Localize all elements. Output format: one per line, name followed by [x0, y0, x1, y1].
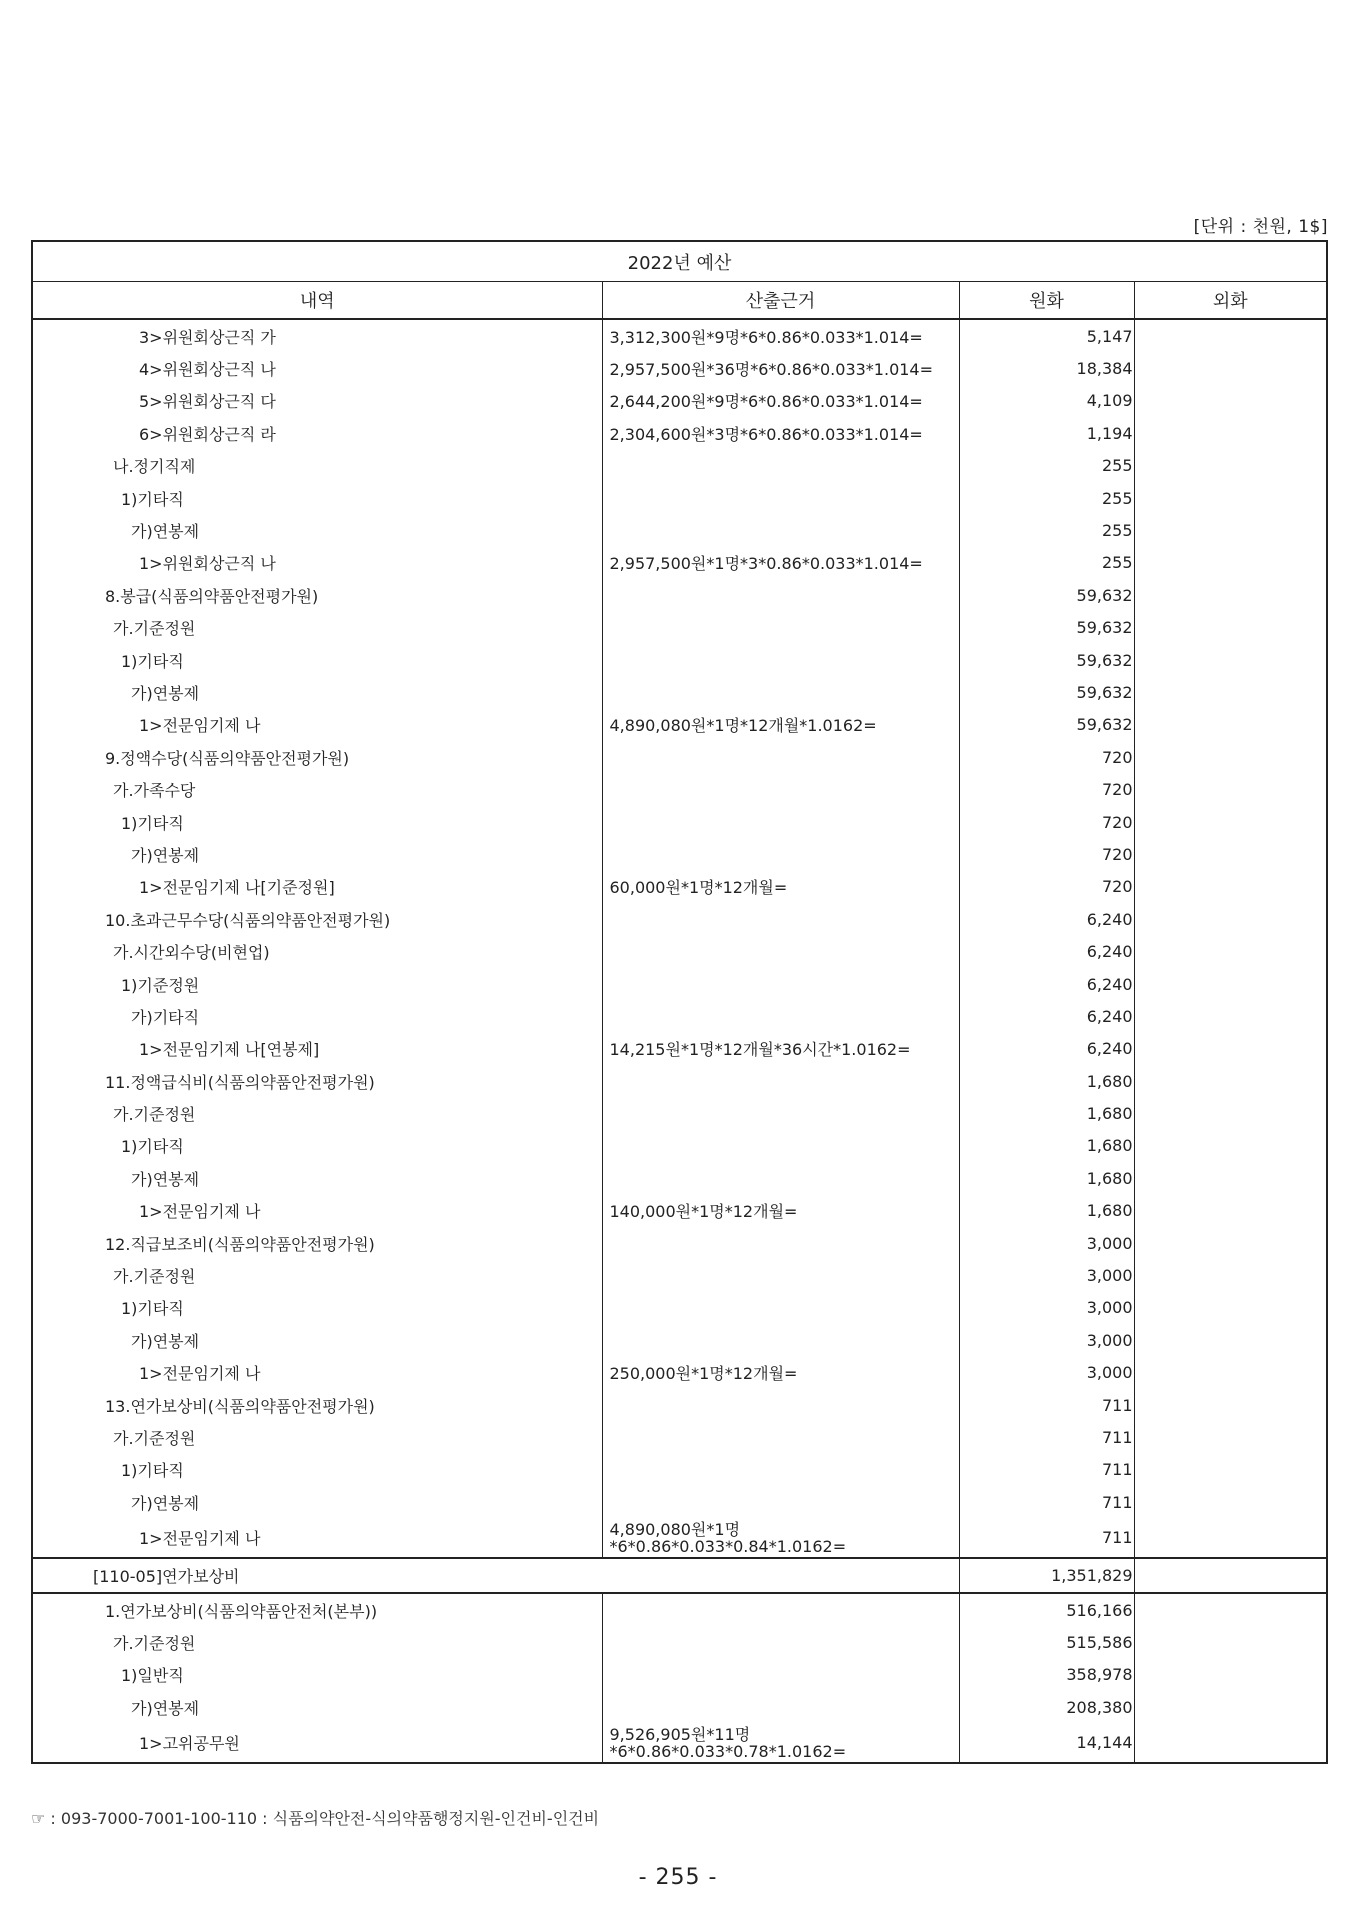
row-basis: 60,000원*1명*12개월=	[602, 871, 959, 903]
row-item: 가)연봉제	[32, 838, 602, 870]
row-krw: 720	[959, 871, 1134, 903]
row-krw: 3,000	[959, 1292, 1134, 1324]
row-krw: 1,680	[959, 1130, 1134, 1162]
table-row	[32, 547, 1327, 579]
row-foreign	[1134, 514, 1327, 546]
row-basis	[602, 1691, 959, 1723]
row-basis	[602, 1421, 959, 1453]
row-item: 8.봉급(식품의약품안전평가원)	[32, 579, 602, 611]
row-foreign	[1134, 579, 1327, 611]
row-krw: 720	[959, 741, 1134, 773]
row-basis: 4,890,080원*1명*12개월*1.0162=	[602, 709, 959, 741]
row-item: 6>위원회상근직 라	[32, 417, 602, 449]
table-row	[32, 514, 1327, 546]
row-item: [110-05]연가보상비	[32, 1558, 959, 1592]
row-item: 1>전문임기제 나[연봉제]	[32, 1033, 602, 1065]
row-foreign	[1134, 1593, 1327, 1626]
row-krw: 1,194	[959, 417, 1134, 449]
row-krw: 1,351,829	[959, 1558, 1134, 1592]
row-basis	[602, 838, 959, 870]
row-basis	[602, 1324, 959, 1356]
row-item: 11.정액급식비(식품의약품안전평가원)	[32, 1065, 602, 1097]
row-foreign	[1134, 968, 1327, 1000]
row-item: 1)기타직	[32, 644, 602, 676]
row-krw: 711	[959, 1389, 1134, 1421]
row-foreign	[1134, 1259, 1327, 1291]
row-item: 가)기타직	[32, 1000, 602, 1032]
row-foreign	[1134, 1691, 1327, 1723]
row-basis	[602, 903, 959, 935]
row-krw: 720	[959, 773, 1134, 805]
row-foreign	[1134, 871, 1327, 903]
row-basis	[602, 450, 959, 482]
row-item: 가)연봉제	[32, 676, 602, 708]
row-foreign	[1134, 1324, 1327, 1356]
table-row	[32, 741, 1327, 773]
row-basis	[602, 935, 959, 967]
row-foreign	[1134, 1558, 1327, 1592]
table-row	[32, 417, 1327, 449]
table-row	[32, 1389, 1327, 1421]
row-basis	[602, 1292, 959, 1324]
row-foreign	[1134, 482, 1327, 514]
row-item: 가.기준정원	[32, 1626, 602, 1658]
row-basis: 4,890,080원*1명*6*0.86*0.033*0.84*1.0162=	[602, 1518, 959, 1558]
row-krw: 6,240	[959, 935, 1134, 967]
row-basis: 140,000원*1명*12개월=	[602, 1195, 959, 1227]
row-item: 가.시간외수당(비현업)	[32, 935, 602, 967]
row-basis	[602, 1065, 959, 1097]
table-row	[32, 450, 1327, 482]
row-item: 1)기타직	[32, 806, 602, 838]
row-basis	[602, 1000, 959, 1032]
row-basis	[602, 1486, 959, 1518]
row-item: 가)연봉제	[32, 1691, 602, 1723]
row-basis	[602, 968, 959, 1000]
row-krw: 358,978	[959, 1659, 1134, 1691]
row-krw: 3,000	[959, 1259, 1134, 1291]
row-basis	[602, 1130, 959, 1162]
row-krw: 516,166	[959, 1593, 1134, 1626]
row-foreign	[1134, 1033, 1327, 1065]
row-basis	[602, 1162, 959, 1194]
row-basis: 2,957,500원*1명*3*0.86*0.033*1.014=	[602, 547, 959, 579]
row-item: 3>위원회상근직 가	[32, 319, 602, 352]
table-row	[32, 319, 1327, 352]
row-krw: 18,384	[959, 352, 1134, 384]
row-krw: 59,632	[959, 644, 1134, 676]
row-item: 가.기준정원	[32, 612, 602, 644]
row-item: 10.초과근무수당(식품의약품안전평가원)	[32, 903, 602, 935]
table-row	[32, 1195, 1327, 1227]
row-basis	[602, 514, 959, 546]
row-foreign	[1134, 1292, 1327, 1324]
row-item: 1>고위공무원	[32, 1723, 602, 1763]
row-foreign	[1134, 935, 1327, 967]
row-item: 1)일반직	[32, 1659, 602, 1691]
row-item: 9.정액수당(식품의약품안전평가원)	[32, 741, 602, 773]
row-krw: 1,680	[959, 1065, 1134, 1097]
row-krw: 711	[959, 1454, 1134, 1486]
row-krw: 6,240	[959, 1033, 1134, 1065]
row-item: 1>전문임기제 나	[32, 1518, 602, 1558]
table-row	[32, 1558, 1327, 1592]
row-foreign	[1134, 644, 1327, 676]
table-row	[32, 1227, 1327, 1259]
table-row	[32, 806, 1327, 838]
row-foreign	[1134, 319, 1327, 352]
row-basis: 2,304,600원*3명*6*0.86*0.033*1.014=	[602, 417, 959, 449]
table-row	[32, 1723, 1327, 1763]
header-item: 내역	[32, 282, 602, 320]
row-foreign	[1134, 1421, 1327, 1453]
row-foreign	[1134, 352, 1327, 384]
row-krw: 720	[959, 838, 1134, 870]
row-krw: 14,144	[959, 1723, 1134, 1763]
table-row	[32, 1593, 1327, 1626]
row-foreign	[1134, 709, 1327, 741]
row-basis	[602, 1626, 959, 1658]
row-krw: 5,147	[959, 319, 1134, 352]
table-row	[32, 1259, 1327, 1291]
row-foreign	[1134, 417, 1327, 449]
row-item: 1>전문임기제 나	[32, 709, 602, 741]
row-item: 12.직급보조비(식품의약품안전평가원)	[32, 1227, 602, 1259]
row-basis	[602, 1389, 959, 1421]
table-row	[32, 968, 1327, 1000]
row-item: 1>전문임기제 나	[32, 1195, 602, 1227]
table-row	[32, 709, 1327, 741]
table-row	[32, 903, 1327, 935]
table-row	[32, 1000, 1327, 1032]
row-foreign	[1134, 1097, 1327, 1129]
row-krw: 59,632	[959, 612, 1134, 644]
row-item: 13.연가보상비(식품의약품안전평가원)	[32, 1389, 602, 1421]
header-foreign: 외화	[1134, 282, 1327, 320]
table-row	[32, 1324, 1327, 1356]
table-row	[32, 579, 1327, 611]
table-row	[32, 1065, 1327, 1097]
page-number: - 255 -	[638, 1865, 718, 1890]
row-basis	[602, 1097, 959, 1129]
row-foreign	[1134, 385, 1327, 417]
row-item: 1)기타직	[32, 1454, 602, 1486]
row-basis: 2,957,500원*36명*6*0.86*0.033*1.014=	[602, 352, 959, 384]
table-body	[32, 319, 1327, 1763]
row-basis: 2,644,200원*9명*6*0.86*0.033*1.014=	[602, 385, 959, 417]
row-foreign	[1134, 806, 1327, 838]
row-krw: 255	[959, 514, 1134, 546]
row-krw: 208,380	[959, 1691, 1134, 1723]
row-foreign	[1134, 1065, 1327, 1097]
row-item: 가)연봉제	[32, 1162, 602, 1194]
row-foreign	[1134, 1389, 1327, 1421]
row-item: 나.정기직제	[32, 450, 602, 482]
row-item: 1)기타직	[32, 482, 602, 514]
row-krw: 711	[959, 1486, 1134, 1518]
table-row	[32, 838, 1327, 870]
table-row	[32, 1097, 1327, 1129]
row-foreign	[1134, 1130, 1327, 1162]
row-foreign	[1134, 1357, 1327, 1389]
row-foreign	[1134, 1454, 1327, 1486]
row-item: 4>위원회상근직 나	[32, 352, 602, 384]
row-basis	[602, 482, 959, 514]
row-item: 1)기타직	[32, 1130, 602, 1162]
table-row	[32, 1691, 1327, 1723]
row-krw: 3,000	[959, 1324, 1134, 1356]
row-basis	[602, 676, 959, 708]
table-row	[32, 482, 1327, 514]
header-basis: 산출근거	[602, 282, 959, 320]
row-krw: 1,680	[959, 1195, 1134, 1227]
row-basis	[602, 612, 959, 644]
row-foreign	[1134, 1227, 1327, 1259]
row-item: 가.기준정원	[32, 1421, 602, 1453]
row-foreign	[1134, 1659, 1327, 1691]
row-krw: 59,632	[959, 579, 1134, 611]
table-row	[32, 773, 1327, 805]
row-krw: 6,240	[959, 1000, 1134, 1032]
table-row	[32, 1162, 1327, 1194]
table-row	[32, 1454, 1327, 1486]
table-row	[32, 1421, 1327, 1453]
row-basis	[602, 741, 959, 773]
table-row	[32, 676, 1327, 708]
row-basis	[602, 773, 959, 805]
row-krw: 4,109	[959, 385, 1134, 417]
table-row	[32, 871, 1327, 903]
row-foreign	[1134, 676, 1327, 708]
table-row	[32, 1357, 1327, 1389]
row-item: 1)기준정원	[32, 968, 602, 1000]
row-item: 가.기준정원	[32, 1259, 602, 1291]
budget-table	[31, 240, 1328, 1764]
table-row	[32, 1292, 1327, 1324]
header-krw: 원화	[959, 282, 1134, 320]
row-item: 가)연봉제	[32, 514, 602, 546]
row-krw: 711	[959, 1518, 1134, 1558]
row-krw: 720	[959, 806, 1134, 838]
table-row	[32, 644, 1327, 676]
footnote: ☞ : 093-7000-7001-100-110 : 식품의약안전-식의약품행정지원-인건비-인건비	[31, 1809, 600, 1828]
row-item: 가)연봉제	[32, 1324, 602, 1356]
table-row	[32, 1659, 1327, 1691]
row-foreign	[1134, 612, 1327, 644]
row-foreign	[1134, 1626, 1327, 1658]
row-item: 5>위원회상근직 다	[32, 385, 602, 417]
row-foreign	[1134, 1000, 1327, 1032]
row-krw: 255	[959, 482, 1134, 514]
row-foreign	[1134, 1723, 1327, 1763]
row-foreign	[1134, 1518, 1327, 1558]
row-basis: 9,526,905원*11명*6*0.86*0.033*0.78*1.0162=	[602, 1723, 959, 1763]
row-item: 가.가족수당	[32, 773, 602, 805]
row-foreign	[1134, 741, 1327, 773]
row-krw: 1,680	[959, 1162, 1134, 1194]
row-foreign	[1134, 773, 1327, 805]
row-foreign	[1134, 1195, 1327, 1227]
table-row	[32, 352, 1327, 384]
row-item: 1>위원회상근직 나	[32, 547, 602, 579]
row-basis	[602, 1259, 959, 1291]
row-foreign	[1134, 903, 1327, 935]
row-basis: 3,312,300원*9명*6*0.86*0.033*1.014=	[602, 319, 959, 352]
table-row	[32, 385, 1327, 417]
table-row	[32, 612, 1327, 644]
row-basis	[602, 1227, 959, 1259]
unit-label: [단위 : 천원, 1$]	[1193, 217, 1328, 237]
row-item: 가.기준정원	[32, 1097, 602, 1129]
table-row	[32, 1626, 1327, 1658]
row-item: 1>전문임기제 나	[32, 1357, 602, 1389]
row-foreign	[1134, 547, 1327, 579]
row-basis	[602, 644, 959, 676]
row-krw: 711	[959, 1421, 1134, 1453]
row-foreign	[1134, 450, 1327, 482]
row-basis	[602, 1659, 959, 1691]
table-row	[32, 1486, 1327, 1518]
row-item: 가)연봉제	[32, 1486, 602, 1518]
row-foreign	[1134, 1486, 1327, 1518]
row-basis: 14,215원*1명*12개월*36시간*1.0162=	[602, 1033, 959, 1065]
row-item: 1.연가보상비(식품의약품안전처(본부))	[32, 1593, 602, 1626]
row-basis	[602, 1454, 959, 1486]
row-foreign	[1134, 1162, 1327, 1194]
row-krw: 3,000	[959, 1357, 1134, 1389]
table-row	[32, 935, 1327, 967]
row-krw: 59,632	[959, 676, 1134, 708]
row-krw: 3,000	[959, 1227, 1134, 1259]
row-krw: 59,632	[959, 709, 1134, 741]
table-caption: 2022년 예산	[32, 241, 1327, 282]
row-krw: 6,240	[959, 968, 1134, 1000]
table-row	[32, 1033, 1327, 1065]
row-krw: 6,240	[959, 903, 1134, 935]
row-item: 1)기타직	[32, 1292, 602, 1324]
row-krw: 255	[959, 547, 1134, 579]
row-krw: 515,586	[959, 1626, 1134, 1658]
table-row	[32, 1518, 1327, 1558]
row-item: 1>전문임기제 나[기준정원]	[32, 871, 602, 903]
row-basis: 250,000원*1명*12개월=	[602, 1357, 959, 1389]
row-basis	[602, 806, 959, 838]
row-krw: 255	[959, 450, 1134, 482]
row-krw: 1,680	[959, 1097, 1134, 1129]
row-basis	[602, 1593, 959, 1626]
row-basis	[602, 579, 959, 611]
table-row	[32, 1130, 1327, 1162]
row-foreign	[1134, 838, 1327, 870]
